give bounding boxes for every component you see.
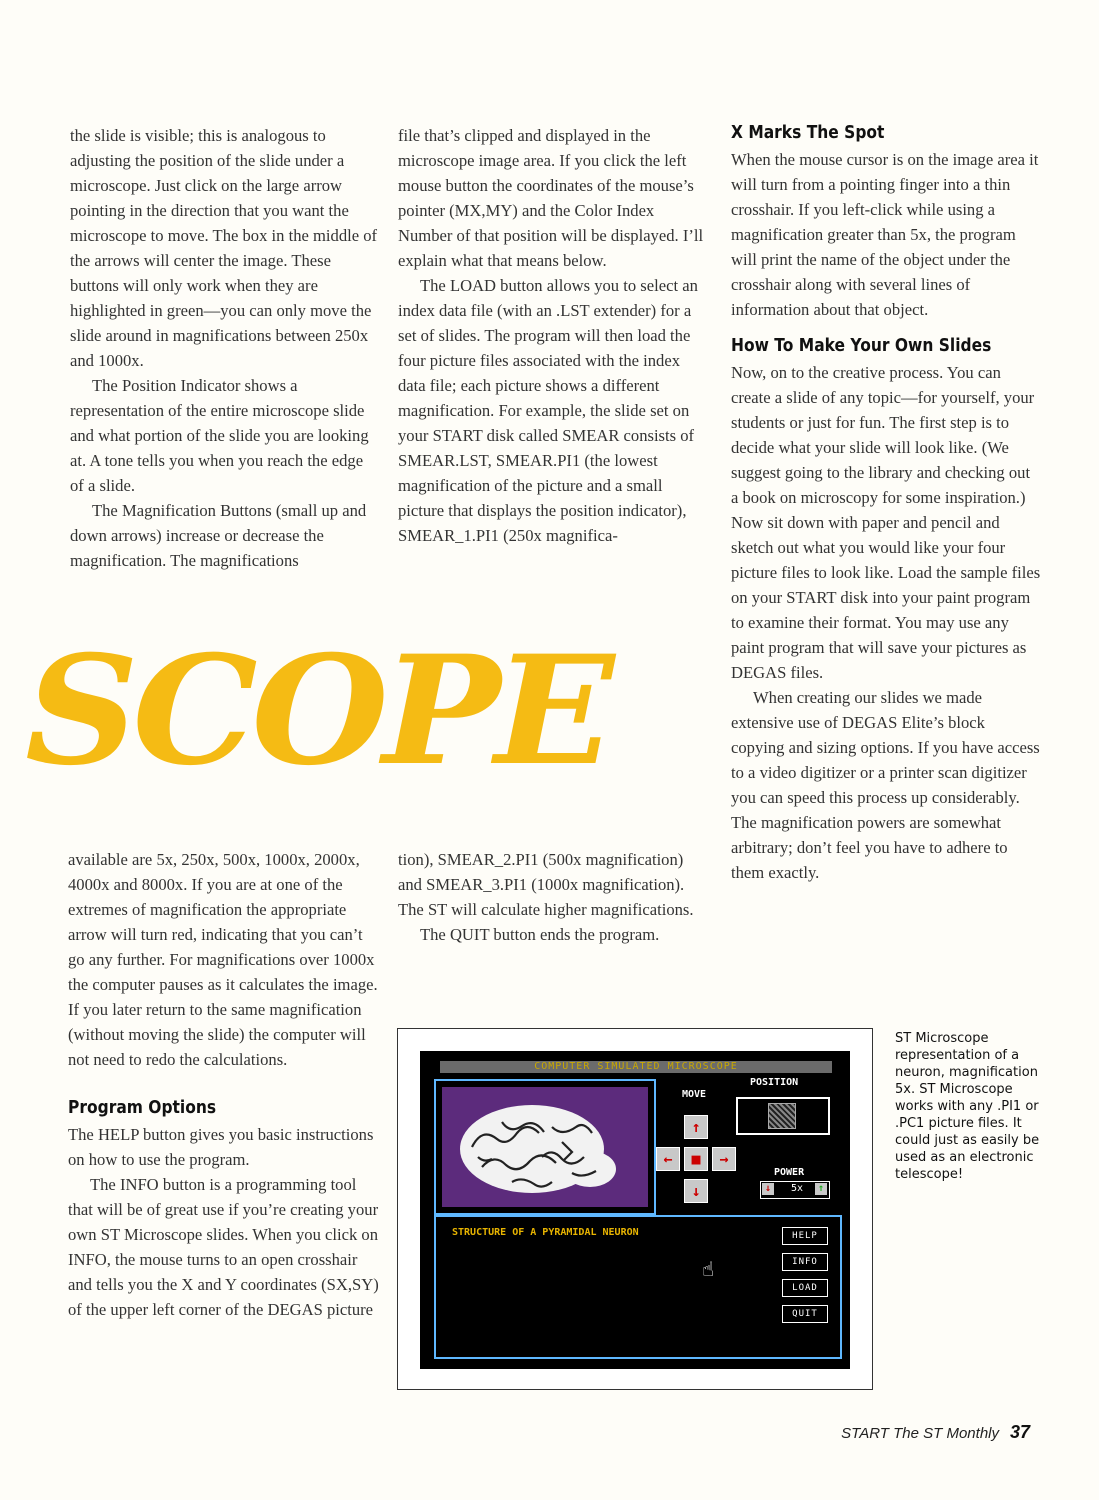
column-1-bottom xyxy=(68,847,380,1322)
paragraph: The Magnification Buttons (small up and down arrows) increase or decrease the magnification. The magnifications xyxy=(70,501,367,570)
paragraph: the slide is visible; this is analogous to adjusting the position of the slide under a microscope. Just click on the large arrow pointing in the direction that you want the microscope to move. The box in the middle of the arrows will center the image. These buttons will only work when they are highlighted in green—you can only move the slide around in magnifications between 250x and 1000x. xyxy=(70,126,378,370)
section-heading: Program Options xyxy=(68,1097,217,1118)
move-label: MOVE xyxy=(682,1089,707,1100)
left-arrow-button[interactable]: ← xyxy=(656,1147,680,1171)
slide-image xyxy=(442,1087,648,1207)
paragraph: tion), SMEAR_2.PI1 (500x magnification) and SMEAR_3.PI1 (1000x magnification). The ST will calculate higher magnifications. xyxy=(398,850,694,919)
power-control xyxy=(760,1181,830,1199)
column-2-top xyxy=(398,123,708,548)
info-button[interactable]: INFO xyxy=(782,1253,828,1271)
paragraph: The INFO button is a programming tool that will be of great use if you’re creating your own ST Microscope slides. When you click on INFO, the mouse turns to an open crosshair and tells you the X and Y coordinates (SX,SY) of the upper left corner of the DEGAS picture xyxy=(68,1175,379,1319)
paragraph: The QUIT button ends the program. xyxy=(420,925,660,944)
power-label: POWER xyxy=(774,1167,805,1178)
neuron-brain-image xyxy=(442,1087,648,1207)
screen-title-bar: COMPUTER SIMULATED MICROSCOPE xyxy=(440,1061,832,1073)
program-screenshot xyxy=(420,1051,850,1369)
center-button[interactable]: ■ xyxy=(684,1147,708,1171)
figure-caption: ST Microscope representation of a neuron, magnification 5x. ST Microscope works with any .PI1 or .PC1 picture files. It could just as easily be used as an electronic telescope! xyxy=(895,1031,1040,1182)
position-label: POSITION xyxy=(750,1077,799,1088)
help-button[interactable]: HELP xyxy=(782,1227,828,1245)
paragraph: When creating our slides we made extensive use of DEGAS Elite’s block copying and sizing options. If you have access to a video digitizer or a printer scan digitizer you can speed this process up considerably. The magnification powers are somewhat arbitrary; don’t feel you have to adhere to them exactly. xyxy=(731,688,1040,882)
power-value: 5x xyxy=(791,1183,804,1194)
column-2-bottom xyxy=(398,847,708,947)
section-heading: How To Make Your Own Slides xyxy=(731,335,992,356)
scope-title-word: SCOPE xyxy=(25,623,609,799)
publication-footer: START The ST Monthly xyxy=(841,1425,999,1442)
paragraph: The HELP button gives you basic instructions on how to use the program. xyxy=(68,1125,374,1169)
paragraph: When the mouse cursor is on the image area it will turn from a pointing finger into a thin crosshair. If you left-click while using a magnification greater than 5x, the program will print the name of the object under the crosshair along with several lines of information about that object. xyxy=(731,150,1039,319)
paragraph: available are 5x, 250x, 500x, 1000x, 2000x, 4000x and 8000x. If you are at one of the extremes of magnification the appropriate arrow will turn red, indicating that you can’t go any further. For magnifications over 1000x the computer pauses as it calculates the image. If you later return to the same magnification (without moving the slide) the computer will not need to redo the calculations. xyxy=(68,850,378,1069)
right-arrow-button[interactable]: → xyxy=(712,1147,736,1171)
up-arrow-button[interactable]: ↑ xyxy=(684,1115,708,1139)
quit-button[interactable]: QUIT xyxy=(782,1305,828,1323)
figure-frame xyxy=(397,1028,873,1390)
power-up-button[interactable]: ↑ xyxy=(815,1183,827,1195)
down-arrow-button[interactable]: ↓ xyxy=(684,1179,708,1203)
paragraph: file that’s clipped and displayed in the microscope image area. If you click the left mouse button the coordinates of the mouse’s pointer (MX,MY) and the Color Index Number of that position will be displayed. I’ll explain what that means below. xyxy=(398,126,704,270)
info-panel xyxy=(434,1215,842,1359)
column-3 xyxy=(731,121,1041,885)
paragraph: The LOAD button allows you to select an index data file (with an .LST extender) for a set of slides. The program will then load the four picture files associated with the index data file; each picture shows a different magnification. For example, the slide set on your START disk called SMEAR consists of SMEAR.LST, SMEAR.PI1 (the lowest magnification of the picture and a small picture that displays the position indicator), SMEAR_1.PI1 (250x magnifica- xyxy=(398,276,698,545)
power-down-button[interactable]: ↓ xyxy=(762,1183,774,1195)
position-indicator xyxy=(736,1097,830,1135)
page-number: 37 xyxy=(1010,1422,1031,1442)
paragraph: The Position Indicator shows a representation of the entire microscope slide and what portion of the slide you are looking at. A tone tells you when you reach the edge of a slide. xyxy=(70,376,369,495)
load-button[interactable]: LOAD xyxy=(782,1279,828,1297)
pointing-hand-cursor-icon: ☝ xyxy=(702,1257,715,1281)
column-1-top xyxy=(70,123,380,573)
section-heading: X Marks The Spot xyxy=(731,122,885,143)
paragraph: Now, on to the creative process. You can create a slide of any topic—for yourself, your students or just for fun. The first step is to decide what your slide will look like. (We suggest going to the library and checking out a book on microscopy for some inspiration.) Now sit down with paper and pencil and sketch out what you would like your four picture files to look like. Load the sample files on your START disk into your paint program to examine their format. You may use any paint program that will save your pictures as DEGAS files. xyxy=(731,363,1041,682)
info-text: STRUCTURE OF A PYRAMIDAL NEURON xyxy=(452,1227,639,1238)
position-marker xyxy=(768,1103,796,1129)
microscope-image-area xyxy=(434,1079,656,1215)
